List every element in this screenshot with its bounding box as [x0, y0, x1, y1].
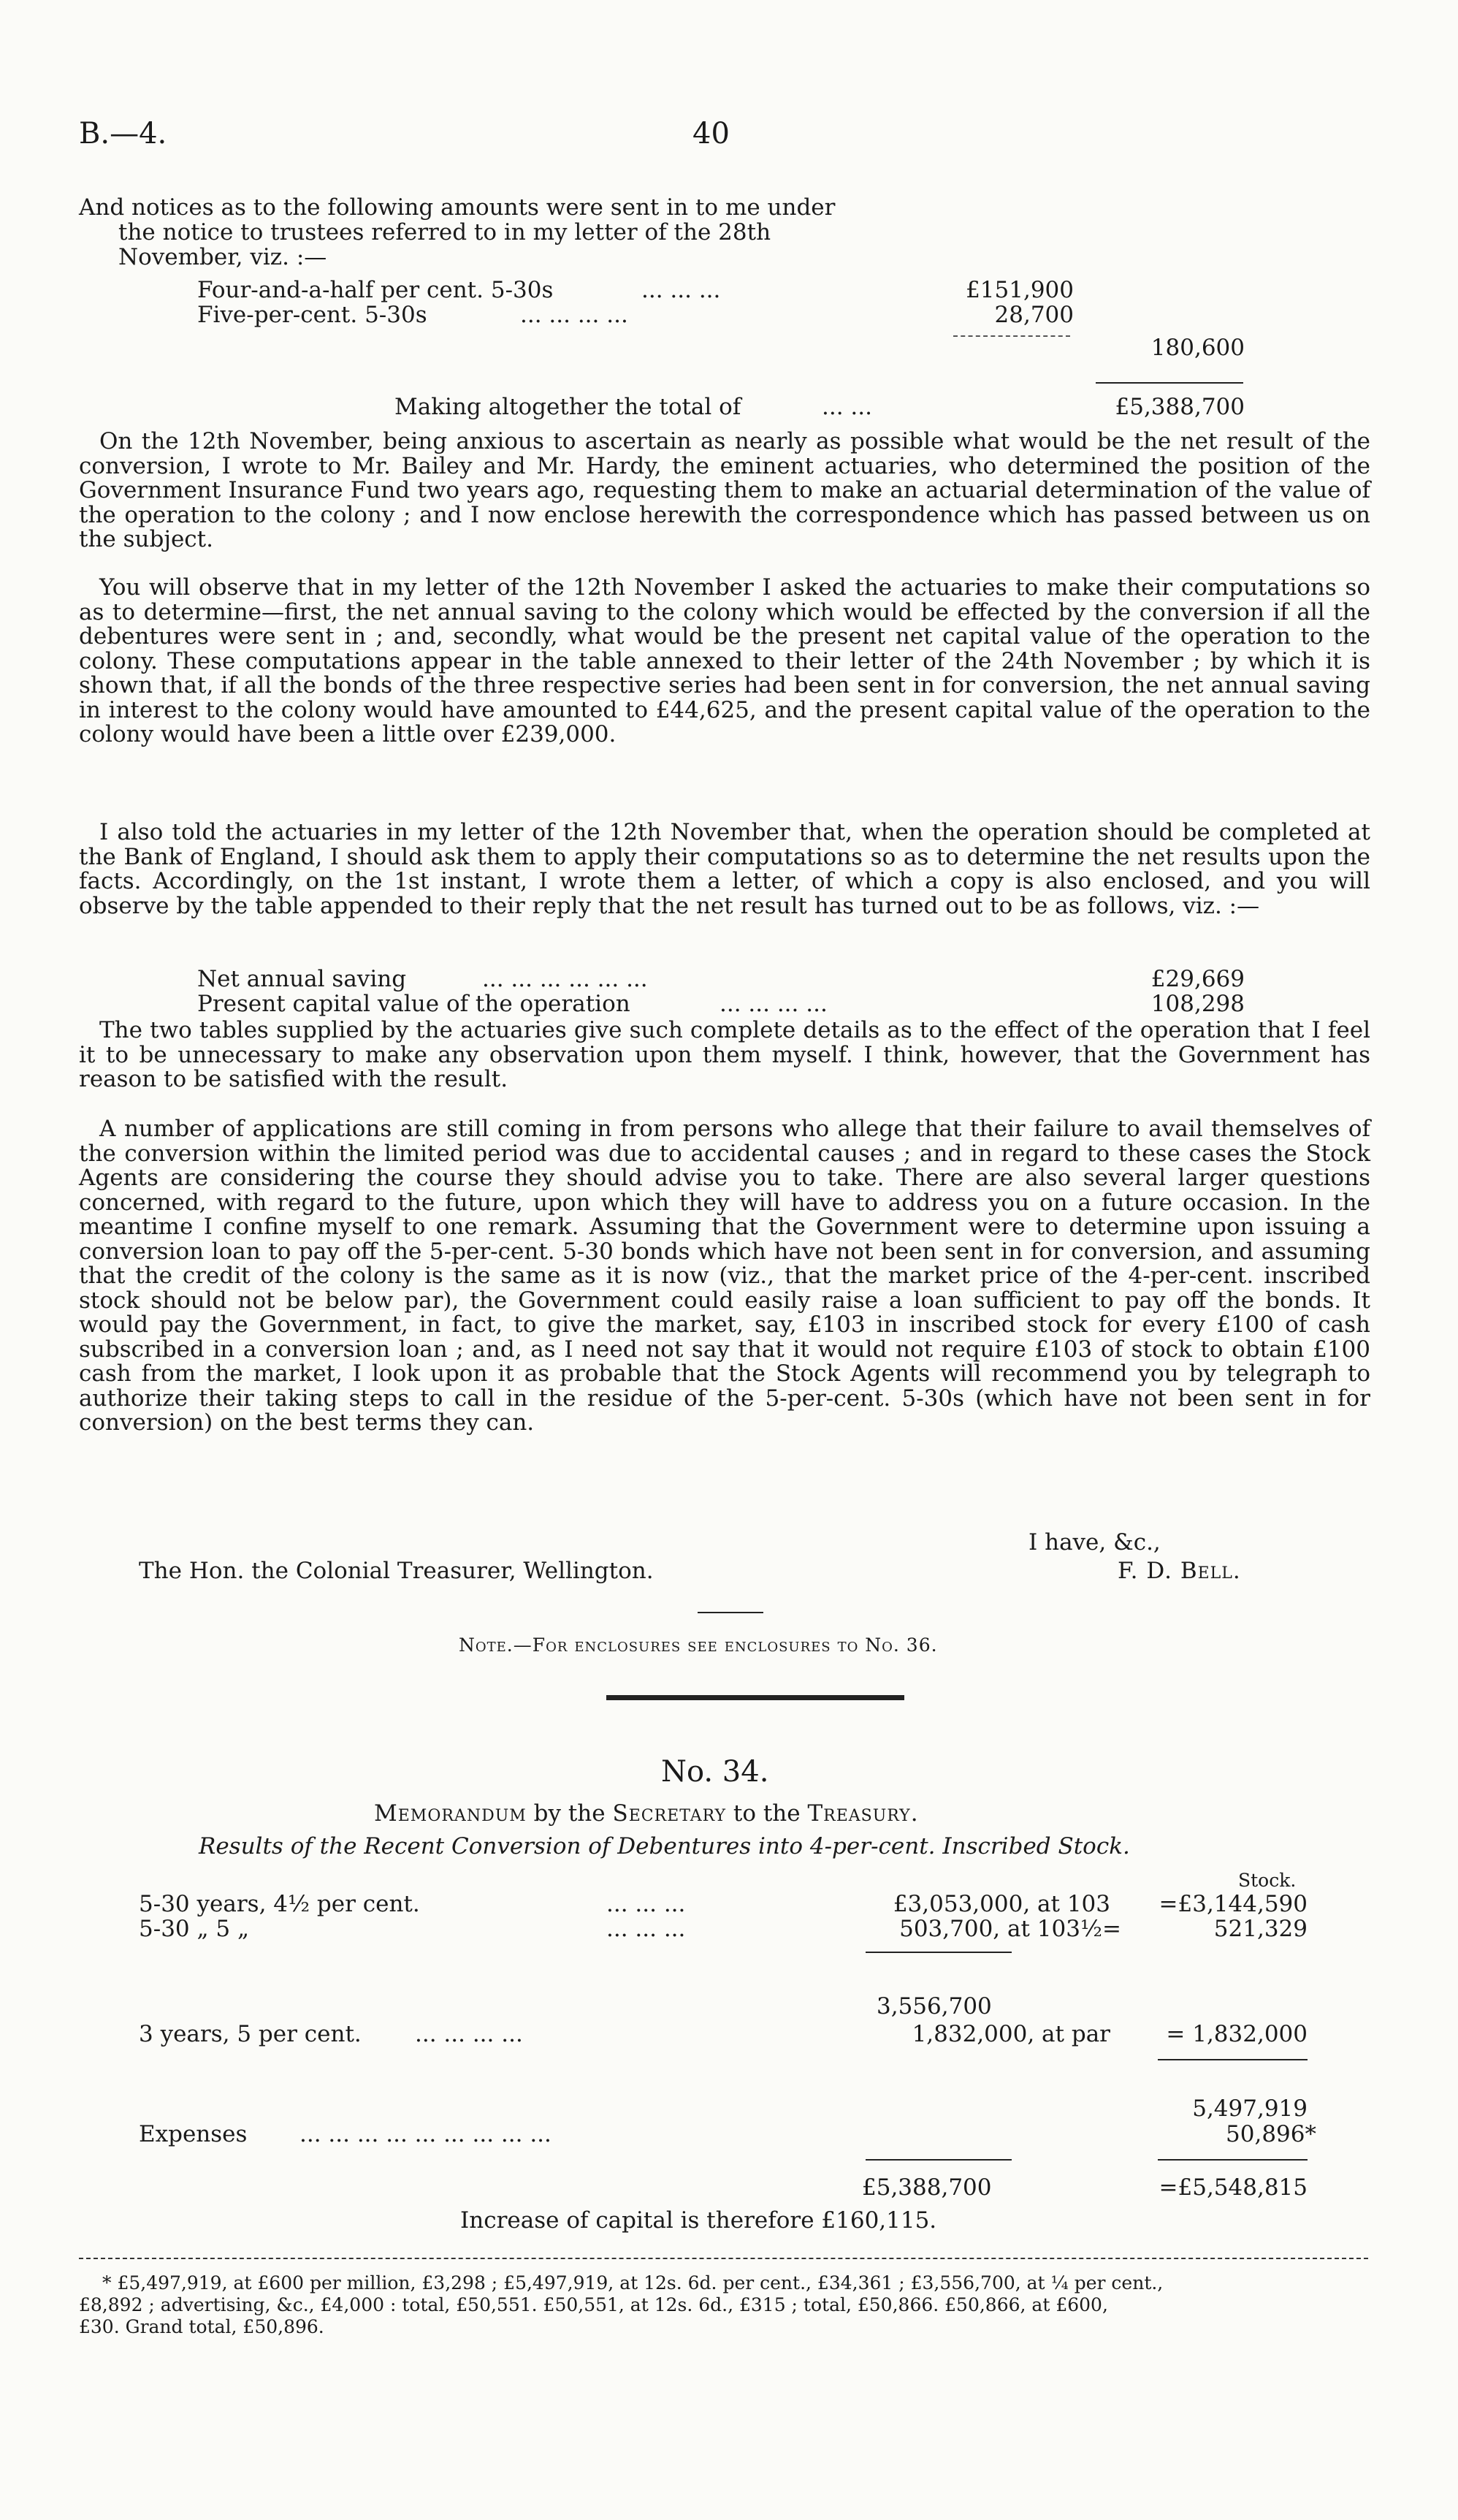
paragraph-1: On the 12th November, being anxious to ascertain as nearly as possible what would be the net result of the conversion, I wrote to Mr. Bailey and Mr. Hardy, the eminent actuaries, who determined the position of the Government Insurance Fund two years ago, requesting them to make an actuarial determination of the value of the operation to the colony ; and I now enclose herewith the correspondence which has passed between us on the subject. — [79, 428, 1370, 552]
series-label: B.—4. — [79, 117, 167, 151]
result-amount-1: £29,669 — [1150, 966, 1245, 992]
memo-subtotal-1: 3,556,700 — [877, 1993, 992, 2020]
paragraph-4: The two tables supplied by the actuaries give such complete details as to the effect of the operation that I feel it to be unnecessary to make any observation upon them myself. I think, however, that the Government has reason to be satisfied with the result. — [79, 1017, 1370, 1092]
memo-row-1-value: £3,053,000, at 103 — [893, 1891, 1110, 1917]
paragraph-5: A number of applications are still coming in from persons who allege that their failure to avail themselves of the conversion within the limited period was due to accidental causes ; and in regard to these cases the Stock Agents are considering the course they should advise you to take. There are also several larger questions concerned, with regard to the future, upon which they will have to address you on a future occasion. In the meantime I confine myself to one remark. Assuming that the Government were to determine upon issuing a conversion loan to pay off the 5-per-cent. 5-30 bonds which have not been sent in for conversion, and assuming that the credit of the colony is the same as it is now (viz., that the market price of the 4-per-cent. inscribed stock should not be below par), the Government could easily raise a loan sufficient to pay off the bonds. It would pay the Government, in fact, to give the market, say, £103 in inscribed stock for every £100 of cash subscribed in a conversion loan ; and, as I need not say that it would not require £103 of stock to obtain £100 cash from the market, I look upon it as probable that the Stock Agents will recommend you by telegraph to authorize their taking steps to call in the residue of the 5-per-cent. 5-30s (which have not been sent in for conversion) on the best terms they can. — [79, 1116, 1370, 1436]
footnote-line-2: £8,892 ; advertising, &c., £4,000 : total, £50,551. £50,551, at 12s. 6d., £315 ; total, £50,866. £50,866, at £600, — [79, 2294, 1108, 2315]
signature-name: F. D. Bell. — [1118, 1558, 1241, 1584]
memo-subtitle: Results of the Recent Conversion of Debentures into 4-per-cent. Inscribed Stock. — [199, 1833, 1130, 1859]
memo-row-2-value: 503,700, at 103½= — [899, 1916, 1121, 1942]
expenses-label: Expenses — [139, 2121, 248, 2147]
stock-header: Stock. — [1238, 1870, 1297, 1891]
notice-label-1: Four-and-a-half per cent. 5-30s — [197, 277, 554, 303]
notice-leaders-1: ... ... ... — [641, 277, 721, 303]
addressee: The Hon. the Colonial Treasurer, Wellington. — [139, 1558, 654, 1584]
memo-total-right: =£5,548,815 — [1159, 2174, 1308, 2201]
result-label-2: Present capital value of the operation — [197, 991, 630, 1017]
memo-row-3-stock: = 1,832,000 — [1166, 2021, 1308, 2047]
paragraph-2: You will observe that in my letter of the 12th November I asked the actuaries to make their computations so as to determine—first, the net annual saving to the colony which would be effected by the conversion if all the debentures were sent in ; and, secondly, what would be the present net capital value of the operation to the colony. These computations appear in the table annexed to their letter of the 24th November ; by which it is shown that, if all the bonds of the three respective series had been sent in for conversion, the net annual saving in interest to the colony would have amounted to £44,625, and the present capital value of the operation to the colony would have been a little over £239,000. — [79, 574, 1370, 747]
total-rule-right — [1158, 2159, 1308, 2161]
notice-amount-1: £151,900 — [966, 277, 1074, 303]
page-number: 40 — [692, 117, 730, 151]
notice-amount-2: 28,700 — [994, 302, 1074, 328]
memo-title-memorandum: Memorandum — [374, 1800, 527, 1827]
memo-row-2-leaders: ... ... ... — [606, 1916, 686, 1942]
memo-title — [374, 1802, 919, 1827]
increase-line: Increase of capital is therefore £160,115. — [460, 2207, 937, 2234]
paragraph-3: I also told the actuaries in my letter of the 12th November that, when the operation should be completed at the Bank of England, I should ask them to apply their computations so as to determine the net results upon the facts. Accordingly, on the 1st instant, I wrote them a letter, of which a copy is also enclosed, and you will observe by the table appended to their reply that the net result has turned out to be as follows, viz. :— — [79, 819, 1370, 919]
result-amount-2: 108,298 — [1150, 991, 1245, 1017]
intro-line-3: November, viz. :— — [118, 244, 327, 270]
short-rule — [698, 1612, 763, 1613]
memo-row-3-leaders: ... ... ... ... — [415, 2021, 523, 2047]
notices-total: 180,600 — [1150, 335, 1245, 361]
footnote-line-3: £30. Grand total, £50,896. — [79, 2316, 324, 2337]
memo-title-secretary: Secretary — [612, 1800, 727, 1827]
memo-title-to: to the — [733, 1800, 801, 1827]
memo-row-3-label: 3 years, 5 per cent. — [139, 2021, 362, 2047]
result-leaders-2: ... ... ... ... — [720, 991, 828, 1017]
notice-label-2: Five-per-cent. 5-30s — [197, 302, 427, 328]
memo-row-2-stock: 521,329 — [1213, 1916, 1308, 1942]
memo-row-1-label: 5-30 years, 4½ per cent. — [139, 1891, 420, 1917]
grand-total-amount: £5,388,700 — [1115, 394, 1245, 420]
enclosure-note: Note.—For enclosures see enclosures to No. 36. — [459, 1634, 938, 1656]
memo-title-treasury: Treasury. — [807, 1800, 919, 1827]
memo-number: No. 34. — [661, 1755, 769, 1789]
section-divider — [606, 1695, 904, 1700]
expenses-amount: 50,896* — [1226, 2121, 1316, 2147]
subtotal-rule-2 — [1158, 2059, 1308, 2060]
result-leaders-1: ... ... ... ... ... ... — [482, 966, 648, 992]
footnote-rule — [79, 2258, 1368, 2259]
closing: I have, &c., — [1028, 1529, 1161, 1556]
intro-line-2: the notice to trustees referred to in my letter of the 28th — [118, 219, 771, 245]
memo-total-left: £5,388,700 — [862, 2174, 992, 2201]
total-rule-left — [866, 2159, 1012, 2161]
memo-row-2-label: 5-30 „ 5 „ — [139, 1916, 250, 1942]
subtotal-rule-1 — [866, 1952, 1012, 1953]
memo-row-3-value: 1,832,000, at par — [912, 2021, 1110, 2047]
memo-row-1-stock: =£3,144,590 — [1159, 1891, 1308, 1917]
memo-row-1-leaders: ... ... ... — [606, 1891, 686, 1917]
notice-dash-rule — [953, 335, 1070, 337]
expenses-leaders: ... ... ... ... ... ... ... ... ... — [299, 2121, 551, 2147]
result-label-1: Net annual saving — [197, 966, 407, 992]
grand-total-leaders: ... ... — [822, 394, 872, 420]
notice-leaders-2: ... ... ... ... — [520, 302, 628, 328]
grand-total-label: Making altogether the total of — [394, 394, 741, 420]
total-rule — [1096, 382, 1243, 384]
intro-line-1: And notices as to the following amounts were sent in to me under — [79, 194, 836, 221]
memo-title-by: by the — [533, 1800, 606, 1827]
memo-subtotal-2: 5,497,919 — [1192, 2095, 1308, 2122]
footnote-line-1: * £5,497,919, at £600 per million, £3,298 ; £5,497,919, at 12s. 6d. per cent., £34,361 ; £3,556,700, at ¼ per cent., — [102, 2272, 1164, 2293]
